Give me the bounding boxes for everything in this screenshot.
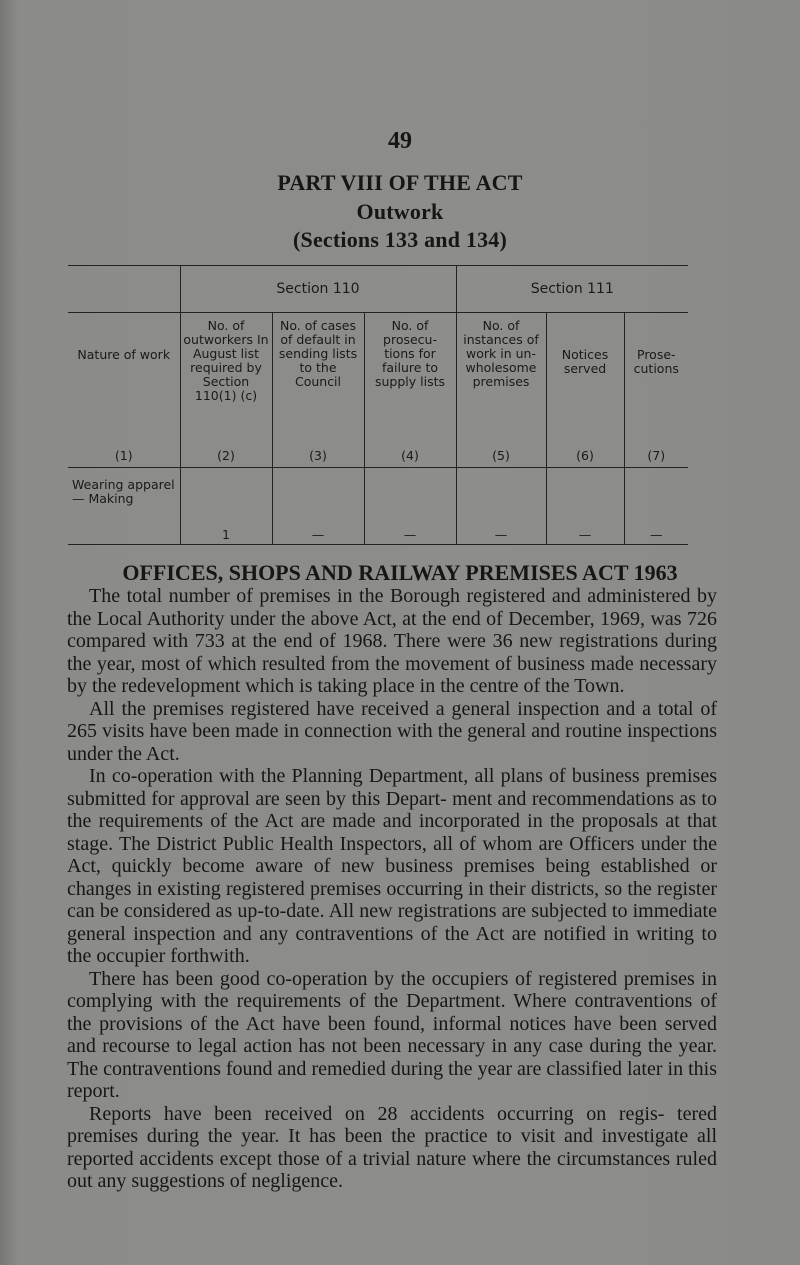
sections-heading: (Sections 133 and 134) — [292, 227, 508, 252]
column-header-label: No. of cases of default in sending lists to the Council — [278, 318, 358, 389]
paragraph: Reports have been received on 28 accidents occurring on regis- tered premises during the year. It has been the practice to visit and investigate all reported accidents except those of a trivial nature where the circumstances ruled out any suggestions of negligence. — [67, 1102, 717, 1192]
paragraph: All the premises registered have received a general inspection and a total of 265 visits have been made in connection with the general and routine inspections under the Act. — [67, 697, 717, 765]
cell-value: — — [311, 527, 325, 542]
page-number: 49 — [388, 128, 412, 154]
nature-of-work-cell — [68, 468, 180, 545]
paragraph: The total number of premises in the Borough registered and administered by the Local Authority under the above Act, at the end of December, 1969, was 726 compared with 733 at the end of 1968. There were 36 new registrations during the year, most of which resulted from the movement of business made necessary by the redevelopment which is taking place in the centre of the Town. — [67, 585, 717, 697]
table-cell — [456, 468, 546, 545]
column-number: (7) — [647, 448, 666, 463]
column-header — [546, 313, 624, 468]
table-cell — [624, 468, 688, 545]
column-header — [456, 313, 546, 468]
table-cell — [546, 468, 624, 545]
paragraph: There has been good co-operation by the occupiers of registered premises in complying with the requirements of the Department. Where contraventions of the provisions of the Act have been found, informal notices have been served and recourse to legal action has not been necessary in any case during the year. The contraventions found and remedied during the year are classified later in this report. — [67, 967, 717, 1102]
table-header-row — [68, 313, 688, 468]
column-number: (1) — [114, 448, 133, 463]
column-header-label: No. of outworkers In August list required by Section 110(1) (c) — [183, 318, 269, 403]
offices-section-title: OFFICES, SHOPS AND RAILWAY PREMISES ACT 1963 — [122, 560, 678, 585]
nature-of-work-label: Wearing apparel— Making — [72, 477, 175, 506]
table-section-row — [68, 266, 688, 313]
table-row — [68, 468, 688, 545]
cell-value: — — [494, 527, 508, 542]
outwork-table — [68, 265, 688, 545]
column-header-label: Nature of work — [77, 347, 171, 362]
column-header — [272, 313, 364, 468]
column-header-label: No. of prosecu- tions for failure to supply lists — [374, 318, 446, 389]
column-header-label: Prose- cutions — [633, 347, 679, 376]
column-number: (4) — [401, 448, 419, 463]
column-header — [180, 313, 272, 468]
table-corner-cell — [68, 266, 180, 313]
cell-value: 1 — [222, 527, 230, 542]
cell-value: — — [403, 527, 417, 542]
table-cell — [272, 468, 364, 545]
column-header — [364, 313, 456, 468]
offices-section-body — [67, 585, 717, 1193]
cell-value: — — [650, 527, 663, 542]
cell-value: — — [578, 527, 592, 542]
paragraph: In co-operation with the Planning Department, all plans of business premises submitted for approval are seen by this Depart- ment and recommendations as to the requirements of the Act are made and incorporated in the proposals at that stage. The District Public Health Inspectors, all of whom are Officers under the Act, quickly become aware of new business premises being established or changes in existing registered premises occurring in their districts, so the register can be considered as up-to-date. All new registrations are subjected to immediate general inspection and any contraventions of the Act are notified in writing to the occupier forthwith. — [67, 765, 717, 967]
column-header — [624, 313, 688, 468]
outwork-heading: Outwork — [356, 199, 444, 224]
column-header — [68, 313, 180, 468]
column-number: (5) — [492, 448, 510, 463]
column-header-label: Notices served — [561, 347, 609, 376]
column-number: (3) — [309, 448, 327, 463]
part-heading: PART VIII OF THE ACT — [277, 170, 523, 195]
column-number: (6) — [576, 448, 594, 463]
table-cell — [180, 468, 272, 545]
column-header-label: No. of instances of work in un- wholesome premises — [463, 318, 539, 389]
column-number: (2) — [217, 448, 235, 463]
section-111-header: Section 111 — [456, 266, 688, 313]
table-cell — [364, 468, 456, 545]
section-110-header: Section 110 — [180, 266, 456, 313]
